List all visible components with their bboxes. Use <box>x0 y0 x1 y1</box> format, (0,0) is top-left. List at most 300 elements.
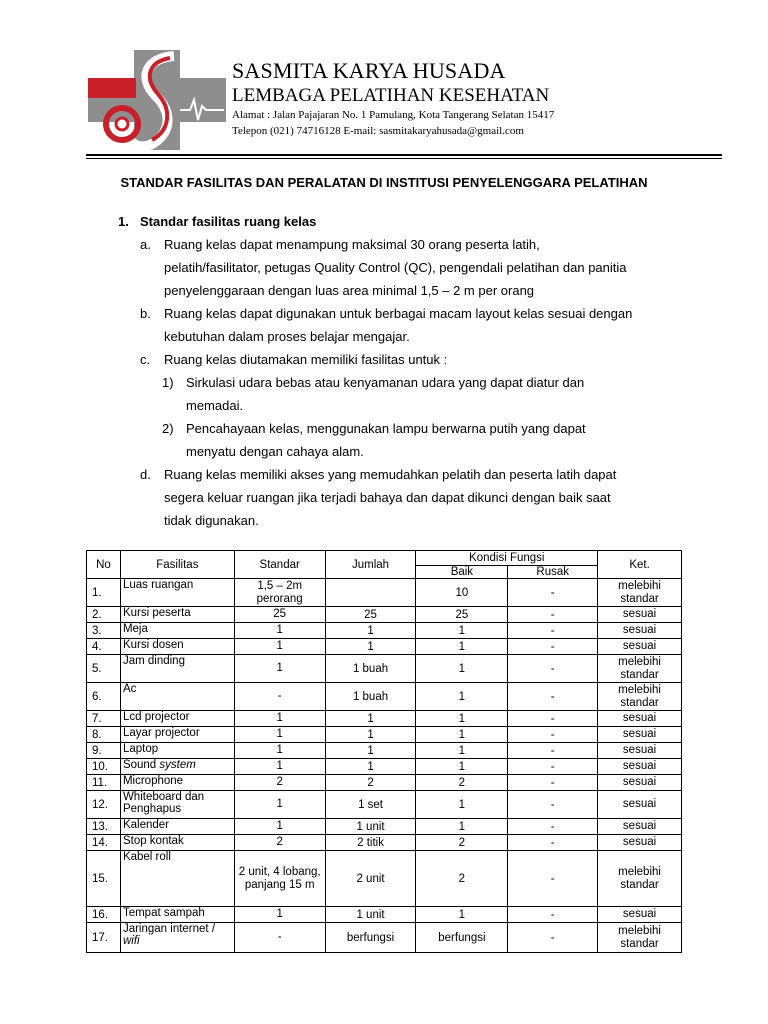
cell-baik <box>416 775 508 791</box>
cell-jumlah-text: 25 <box>364 608 377 621</box>
cell-ket-text: melebihi standar <box>618 579 661 605</box>
cell-standar <box>234 759 325 775</box>
section-number: 1. <box>118 214 129 229</box>
cell-no-text: 2. <box>92 608 102 621</box>
org-subtitle: LEMBAGA PELATIHAN KESEHATAN <box>232 85 550 106</box>
cell-rusak <box>508 907 598 923</box>
list-label: d. <box>140 467 151 482</box>
cell-jumlah <box>325 623 416 639</box>
cell-no-text: 11. <box>92 776 108 789</box>
cell-ket <box>598 791 682 819</box>
list-line: memadai. <box>186 398 244 413</box>
cell-standar <box>234 607 325 623</box>
cell-baik-text: 1 <box>458 744 466 757</box>
cell-no <box>87 743 121 759</box>
cell-fasilitas-text: Layar projector <box>122 727 200 739</box>
cell-ket <box>598 907 682 923</box>
cell-standar <box>234 711 325 727</box>
cell-ket-text: sesuai <box>622 820 657 832</box>
cell-baik <box>416 711 508 727</box>
cell-rusak <box>508 639 598 655</box>
sublist-label: 1) <box>162 375 174 390</box>
header-baik: Baik <box>416 566 508 579</box>
cell-standar <box>234 923 325 953</box>
cell-standar <box>234 655 325 683</box>
cell-rusak <box>508 579 598 607</box>
header-fasilitas: Fasilitas <box>120 551 234 579</box>
cell-ket-text: sesuai <box>622 798 657 810</box>
cell-fasilitas-text: Kalender <box>122 819 169 831</box>
cell-standar <box>234 775 325 791</box>
cell-fasilitas-text: Kabel roll <box>122 851 171 863</box>
cell-ket <box>598 923 682 953</box>
cell-rusak-text: - <box>550 712 555 725</box>
cell-jumlah-text: 1 <box>367 760 374 773</box>
cell-fasilitas <box>120 579 234 607</box>
cell-baik-text: 1 <box>458 662 466 675</box>
cell-fasilitas-text: Jaringan internet / <box>122 923 216 935</box>
cell-standar-text: 2 <box>276 776 283 788</box>
cell-rusak <box>508 835 598 851</box>
cell-baik <box>416 655 508 683</box>
cell-rusak-text: - <box>550 798 555 811</box>
cell-no-text: 16. <box>92 908 108 921</box>
list-item-c <box>118 348 718 371</box>
section-heading <box>118 210 718 233</box>
cell-ket-text: sesuai <box>622 728 657 740</box>
cell-standar <box>234 791 325 819</box>
cell-baik-text: 1 <box>458 908 466 921</box>
header-kondisi-fungsi: Kondisi Fungsi <box>416 551 598 566</box>
cell-jumlah <box>325 835 416 851</box>
cell-rusak <box>508 711 598 727</box>
table-row <box>87 923 682 953</box>
cell-ket-text: melebihi standar <box>618 683 661 709</box>
cell-fasilitas <box>120 923 234 953</box>
cell-baik-text: 1 <box>458 640 466 653</box>
cell-fasilitas-text: Meja <box>122 623 148 635</box>
cell-rusak-text: - <box>550 586 555 599</box>
cell-standar-text: 1 <box>276 712 283 724</box>
cell-ket <box>598 607 682 623</box>
header-standar: Standar <box>234 551 325 579</box>
cell-rusak-text: - <box>550 690 555 703</box>
cell-jumlah-text: 1 buah <box>352 662 389 675</box>
cell-baik <box>416 623 508 639</box>
cell-standar <box>234 743 325 759</box>
cell-standar-text: 1 <box>276 798 283 810</box>
cell-standar-text: 1,5 – 2m perorang <box>256 579 303 605</box>
cell-rusak-text: - <box>550 662 555 675</box>
cell-rusak <box>508 775 598 791</box>
header-divider-thick <box>86 154 722 156</box>
cell-ket <box>598 579 682 607</box>
cell-rusak-text: - <box>550 608 555 621</box>
cell-baik <box>416 607 508 623</box>
cell-fasilitas <box>120 711 234 727</box>
cell-fasilitas <box>120 639 234 655</box>
list-line: pelatih/fasilitator, petugas Quality Control (QC), pengendali pelatihan dan panitia <box>164 260 627 275</box>
cell-standar <box>234 851 325 907</box>
cell-ket-text: sesuai <box>622 712 657 724</box>
cell-fasilitas-text: Kursi dosen <box>122 639 184 651</box>
cell-no <box>87 907 121 923</box>
cell-baik-text: 1 <box>458 820 466 833</box>
list-item-a <box>118 233 718 302</box>
table-row <box>87 727 682 743</box>
section-title: Standar fasilitas ruang kelas <box>140 214 317 229</box>
table-row <box>87 579 682 607</box>
cell-fasilitas <box>120 683 234 711</box>
cell-standar-text: 1 <box>276 728 283 740</box>
cell-no <box>87 775 121 791</box>
cell-ket-text: sesuai <box>622 760 657 772</box>
list-line: segera keluar ruangan jika terjadi bahaya dan dapat dikunci dengan baik saat <box>164 490 611 505</box>
cell-ket <box>598 639 682 655</box>
document-body <box>118 210 718 532</box>
cell-jumlah-text: 1 set <box>358 798 383 811</box>
facilities-table <box>86 550 682 953</box>
cell-standar-text: - <box>277 931 282 943</box>
cell-standar <box>234 727 325 743</box>
cell-ket <box>598 655 682 683</box>
cell-ket <box>598 711 682 727</box>
cell-jumlah <box>325 759 416 775</box>
list-line: Sirkulasi udara bebas atau kenyamanan udara yang dapat diatur dan <box>186 375 585 390</box>
cell-baik-text: 2 <box>458 836 466 849</box>
cell-no <box>87 623 121 639</box>
cell-rusak-text: - <box>550 836 555 849</box>
cell-jumlah <box>325 907 416 923</box>
cell-baik-text: 1 <box>458 798 466 811</box>
cell-fasilitas <box>120 835 234 851</box>
header-rusak: Rusak <box>508 566 598 579</box>
table-row <box>87 907 682 923</box>
cell-fasilitas-text: Ac <box>122 683 137 695</box>
cell-baik <box>416 759 508 775</box>
cell-fasilitas <box>120 791 234 819</box>
cell-fasilitas <box>120 851 234 907</box>
list-item-d <box>118 463 718 532</box>
cell-standar-text: 1 <box>276 662 283 674</box>
cell-fasilitas-italic-text: system <box>159 759 196 771</box>
header-ket: Ket. <box>598 551 682 579</box>
cell-standar-text: - <box>277 690 282 702</box>
cell-no <box>87 711 121 727</box>
cell-standar-text: 1 <box>276 760 283 772</box>
cell-standar <box>234 835 325 851</box>
table-row <box>87 639 682 655</box>
cell-ket-text: sesuai <box>622 624 657 636</box>
cell-baik-text: 2 <box>458 776 466 789</box>
cell-ket-text: sesuai <box>622 908 657 920</box>
table-row <box>87 743 682 759</box>
cell-baik-text: 1 <box>458 728 466 741</box>
list-label: c. <box>140 352 151 367</box>
cell-jumlah <box>325 607 416 623</box>
cell-rusak <box>508 655 598 683</box>
cell-fasilitas <box>120 819 234 835</box>
cell-standar <box>234 819 325 835</box>
cell-ket-text: sesuai <box>622 608 657 620</box>
cell-no <box>87 819 121 835</box>
cell-fasilitas-text: Sound <box>122 759 157 771</box>
cell-baik-text: berfungsi <box>438 931 486 944</box>
cell-standar-text: 2 <box>276 836 283 848</box>
cell-fasilitas <box>120 907 234 923</box>
cell-jumlah-text: 2 <box>367 776 374 789</box>
cell-jumlah <box>325 819 416 835</box>
cell-jumlah-text: berfungsi <box>346 931 395 944</box>
cell-standar <box>234 683 325 711</box>
list-line: Pencahayaan kelas, menggunakan lampu berwarna putih yang dapat <box>186 421 586 436</box>
cell-no <box>87 727 121 743</box>
cell-ket <box>598 683 682 711</box>
cell-no-text: 4. <box>92 640 102 653</box>
cell-standar <box>234 639 325 655</box>
cell-standar-text: 1 <box>276 908 283 920</box>
organization-logo <box>86 48 228 152</box>
cell-fasilitas <box>120 759 234 775</box>
cell-rusak-text: - <box>550 624 555 637</box>
cell-fasilitas <box>120 743 234 759</box>
cell-jumlah-text: 1 <box>367 712 374 725</box>
cell-rusak <box>508 851 598 907</box>
cell-jumlah-text: 1 <box>367 744 374 757</box>
cell-ket <box>598 759 682 775</box>
cell-standar-text: 1 <box>276 640 283 652</box>
cell-fasilitas <box>120 775 234 791</box>
cell-jumlah <box>325 851 416 907</box>
cell-ket <box>598 775 682 791</box>
cell-jumlah-text: 1 <box>367 624 374 637</box>
cell-baik <box>416 907 508 923</box>
cell-ket-text: sesuai <box>622 744 657 756</box>
cell-rusak-text: - <box>550 640 555 653</box>
table-row <box>87 711 682 727</box>
cell-rusak <box>508 623 598 639</box>
cell-baik-text: 10 <box>455 586 469 599</box>
cell-rusak-text: - <box>550 744 555 757</box>
cell-baik <box>416 819 508 835</box>
cell-rusak-text: - <box>550 728 555 741</box>
cell-rusak <box>508 923 598 953</box>
cell-jumlah-text: 1 <box>367 640 374 653</box>
cell-rusak-text: - <box>550 760 555 773</box>
cell-no <box>87 579 121 607</box>
cell-standar-text: 25 <box>273 608 287 620</box>
cell-standar-text: 2 unit, 4 lobang, panjang 15 m <box>238 865 321 891</box>
cell-baik-text: 1 <box>458 690 466 703</box>
table-row <box>87 775 682 791</box>
cell-ket-text: melebihi standar <box>618 655 661 681</box>
cell-no-text: 12. <box>92 798 108 811</box>
header-divider-thin <box>86 158 722 159</box>
cell-no-text: 10. <box>92 760 108 773</box>
cell-no-text: 17. <box>92 931 108 944</box>
cell-jumlah <box>325 711 416 727</box>
letterhead <box>232 58 554 139</box>
org-contact: Telepon (021) 74716128 E-mail: sasmitakaryahusada@gmail.com <box>232 125 524 137</box>
cell-rusak <box>508 819 598 835</box>
cell-jumlah <box>325 639 416 655</box>
cell-standar-text: 1 <box>276 744 283 756</box>
table-row <box>87 759 682 775</box>
cell-fasilitas <box>120 727 234 743</box>
cell-rusak <box>508 727 598 743</box>
cell-standar <box>234 579 325 607</box>
cell-standar <box>234 623 325 639</box>
sublist-label: 2) <box>162 421 174 436</box>
cell-no-text: 6. <box>92 690 102 703</box>
header-jumlah: Jumlah <box>325 551 416 579</box>
cell-baik <box>416 851 508 907</box>
list-label: b. <box>140 306 151 321</box>
cell-fasilitas <box>120 623 234 639</box>
cell-no <box>87 923 121 953</box>
cell-ket <box>598 819 682 835</box>
org-address: Alamat : Jalan Pajajaran No. 1 Pamulang, Kota Tangerang Selatan 15417 <box>232 109 555 121</box>
list-line: tidak digunakan. <box>164 513 259 528</box>
cell-baik <box>416 743 508 759</box>
document-title: STANDAR FASILITAS DAN PERALATAN DI INSTITUSI PENYELENGGARA PELATIHAN <box>120 175 648 190</box>
logo-stethoscope-head <box>116 118 128 130</box>
cell-jumlah <box>325 923 416 953</box>
cell-rusak-text: - <box>550 931 555 944</box>
table-row <box>87 655 682 683</box>
cell-baik-text: 25 <box>455 608 469 621</box>
cell-jumlah-text: 1 unit <box>356 908 385 921</box>
cell-no-text: 14. <box>92 836 108 849</box>
cell-standar-text: 1 <box>276 624 283 636</box>
cell-rusak <box>508 743 598 759</box>
cell-jumlah <box>325 743 416 759</box>
cell-ket <box>598 835 682 851</box>
cell-ket-text: sesuai <box>622 640 657 652</box>
table-row <box>87 819 682 835</box>
cell-jumlah <box>325 579 416 607</box>
cell-no <box>87 835 121 851</box>
cell-no-text: 3. <box>92 624 102 637</box>
cell-baik <box>416 639 508 655</box>
cell-fasilitas-text: Whiteboard dan Penghapus <box>122 791 205 815</box>
cell-baik <box>416 727 508 743</box>
list-line: penyelenggaraan dengan luas area minimal 1,5 – 2 m per orang <box>164 283 535 298</box>
cell-no <box>87 639 121 655</box>
cell-jumlah-text: 2 unit <box>356 872 385 885</box>
cell-no-text: 13. <box>92 820 108 833</box>
cell-baik <box>416 923 508 953</box>
list-line: Ruang kelas dapat menampung maksimal 30 orang peserta latih, <box>164 237 540 252</box>
cell-no-text: 8. <box>92 728 102 741</box>
cell-jumlah <box>325 791 416 819</box>
cell-baik-text: 1 <box>458 624 466 637</box>
cell-standar <box>234 907 325 923</box>
cell-fasilitas-italic-text: wifi <box>122 935 140 947</box>
list-line: Ruang kelas dapat digunakan untuk berbagai macam layout kelas sesuai dengan <box>164 306 633 321</box>
cell-fasilitas <box>120 607 234 623</box>
org-name: SASMITA KARYA HUSADA <box>232 58 506 83</box>
table-row <box>87 623 682 639</box>
cell-fasilitas-text: Lcd projector <box>122 711 190 723</box>
cell-no-text: 5. <box>92 662 102 675</box>
list-line: menyatu dengan cahaya alam. <box>186 444 364 459</box>
cell-fasilitas-text: Microphone <box>122 775 184 787</box>
cell-no <box>87 683 121 711</box>
cell-ket-text: melebihi standar <box>618 924 661 950</box>
cell-no <box>87 851 121 907</box>
cell-no <box>87 791 121 819</box>
cell-no-text: 15. <box>92 872 108 885</box>
table-row <box>87 791 682 819</box>
cell-baik <box>416 835 508 851</box>
cell-fasilitas-text: Tempat sampah <box>122 907 205 919</box>
cell-fasilitas-text: Jam dinding <box>122 655 185 667</box>
cell-jumlah-text: 2 titik <box>357 836 384 849</box>
table-row <box>87 851 682 907</box>
cell-baik <box>416 791 508 819</box>
sublist-item-1 <box>118 371 718 417</box>
cell-baik-text: 1 <box>458 760 466 773</box>
cell-rusak-text: - <box>550 908 555 921</box>
list-line: kebutuhan dalam proses belajar mengajar. <box>164 329 410 344</box>
cell-jumlah <box>325 655 416 683</box>
cell-baik-text: 1 <box>458 712 466 725</box>
header-no: No <box>87 551 121 579</box>
cell-jumlah-text: 1 buah <box>352 690 389 703</box>
cell-baik <box>416 683 508 711</box>
cell-jumlah-text: 1 unit <box>356 820 385 833</box>
table-row <box>87 607 682 623</box>
cell-ket <box>598 623 682 639</box>
cell-baik-text: 2 <box>458 872 466 885</box>
cell-no <box>87 655 121 683</box>
list-line: Ruang kelas memiliki akses yang memudahkan pelatih dan peserta latih dapat <box>164 467 617 482</box>
cell-jumlah-text: 1 <box>367 728 374 741</box>
cell-standar-text: 1 <box>276 820 283 832</box>
cell-no <box>87 759 121 775</box>
list-label: a. <box>140 237 151 252</box>
cell-baik <box>416 579 508 607</box>
cell-rusak <box>508 791 598 819</box>
cell-fasilitas-text: Kursi peserta <box>122 607 191 619</box>
cell-jumlah <box>325 683 416 711</box>
cell-ket <box>598 851 682 907</box>
table-row <box>87 835 682 851</box>
cell-rusak <box>508 683 598 711</box>
cell-fasilitas-text: Luas ruangan <box>122 579 194 591</box>
logo-red-band <box>88 78 136 98</box>
table-row <box>87 683 682 711</box>
cell-rusak-text: - <box>550 872 555 885</box>
cell-no <box>87 607 121 623</box>
cell-ket-text: sesuai <box>622 776 657 788</box>
cell-rusak-text: - <box>550 820 555 833</box>
list-line: Ruang kelas diutamakan memiliki fasilitas untuk : <box>164 352 448 367</box>
cell-jumlah <box>325 775 416 791</box>
cell-fasilitas-text: Stop kontak <box>122 835 184 847</box>
cell-no-text: 7. <box>92 712 102 725</box>
cell-no-text: 1. <box>92 586 102 599</box>
cell-ket <box>598 743 682 759</box>
cell-rusak-text: - <box>550 776 555 789</box>
cell-ket-text: sesuai <box>622 836 657 848</box>
cell-ket <box>598 727 682 743</box>
cell-fasilitas <box>120 655 234 683</box>
cell-rusak <box>508 759 598 775</box>
cell-rusak <box>508 607 598 623</box>
cell-jumlah <box>325 727 416 743</box>
